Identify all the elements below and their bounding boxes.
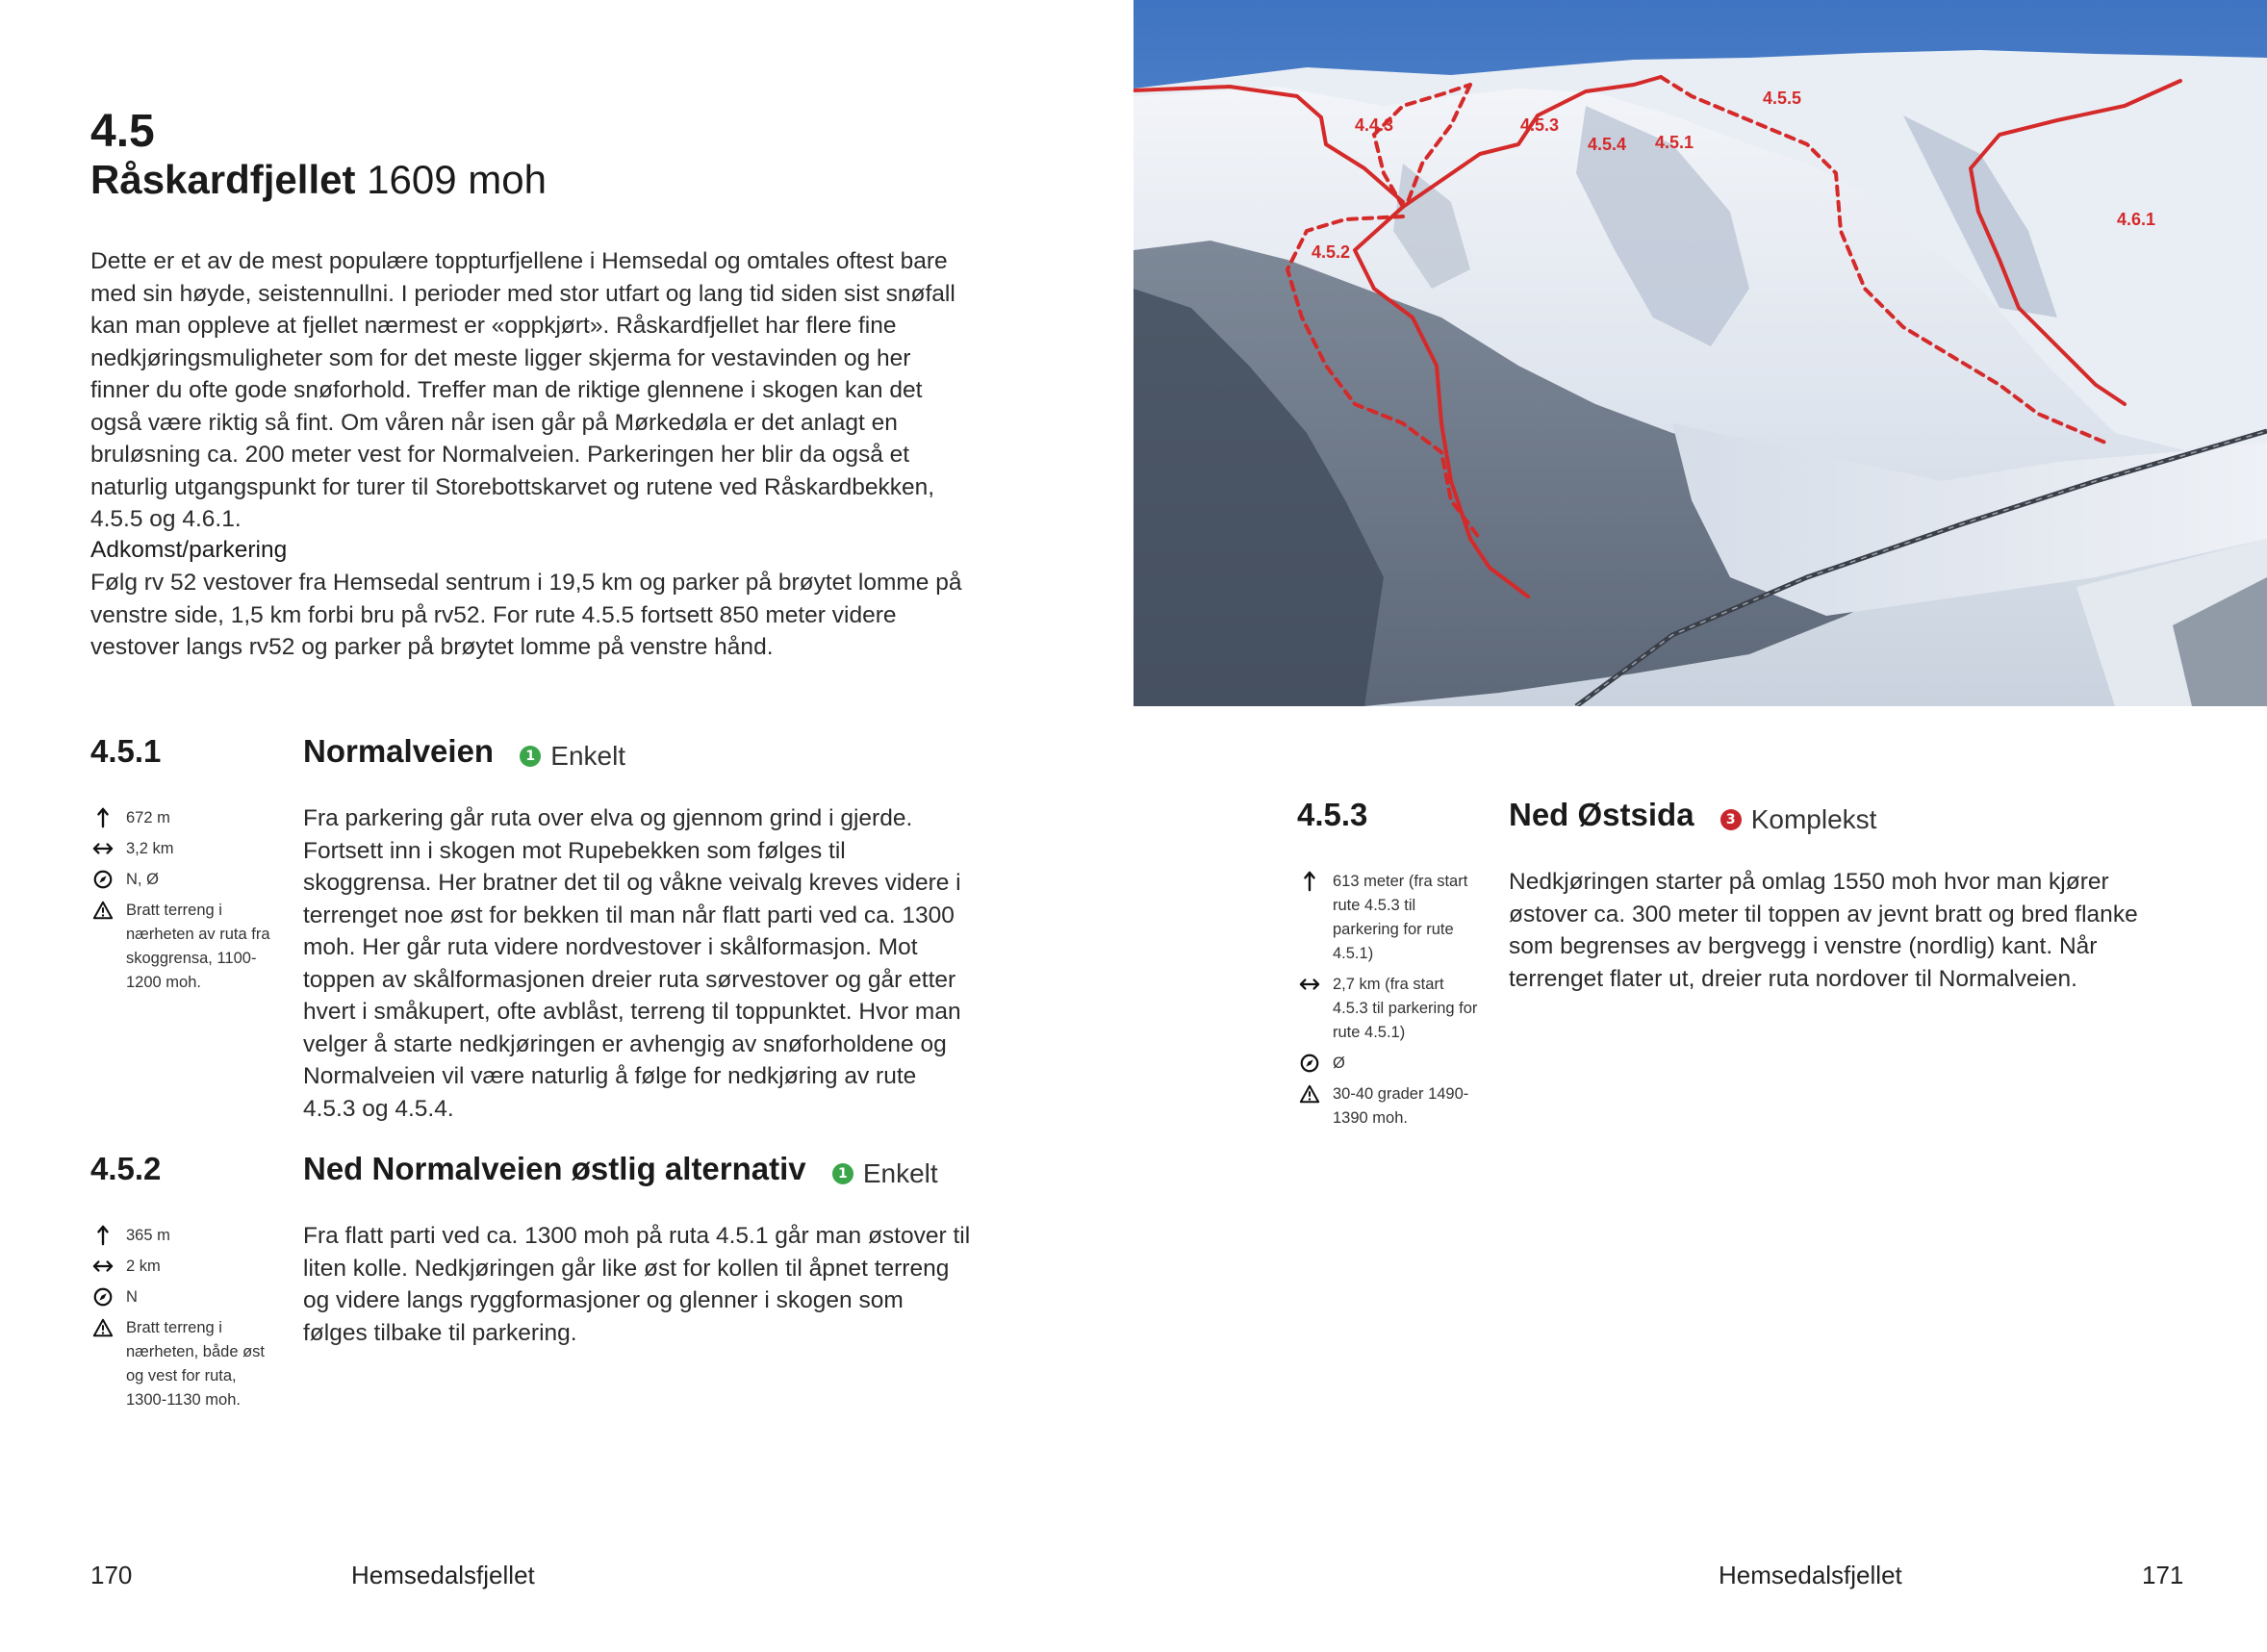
section-title-name: Råskardfjellet [90,157,356,202]
distance-icon [90,837,115,860]
route-title-text: Normalveien [303,733,495,769]
stat-distance [90,837,273,861]
photo-label: 4.6.1 [2117,210,2156,229]
route-title [1509,797,1876,835]
route-description: Fra parkering går ruta over elva og gjennom grind i gjerde. Fortsett inn i skogen mot Rupebekken som følges til skoggrensa. Her bratner det til og våkne veivalg kreves videre i terrenget noe øst for bekken til man når flatt parti ved ca. 1300 moh. Her går ruta videre nordvestover i skålformasjon. Mot toppen av skålformasjonen dreier ruta sørvestover og går etter hvert i småkupert, ofte avblåst, terreng til toppunktet. Hvor man velger å starte nedkjøringen er avhengig av snøforholdene og Normalveien vil være naturlig å følge for nedkjøring av rute 4.5.3 og 4.5.4. [303,805,961,1122]
stat-hazard [1297,1082,1480,1131]
access-heading: Adkomst/parkering [90,537,288,563]
section-title [90,158,547,202]
stat-value: Bratt terreng i nærheten, både øst og vest for ruta, 1300-1130 moh. [126,1319,266,1409]
difficulty-badge: 1 [520,746,541,767]
route-description: Fra flatt parti ved ca. 1300 moh på ruta 4.5.1 går man østover til liten kolle. Nedkjøringen går like øst for kollen til åpnet terreng og videre langs ryggformasjoner og glenner i skogen som følges tilbake til parkering. [303,1223,971,1346]
route-stats [1297,870,1480,1137]
stat-hazard [90,899,273,995]
distance-icon [90,1255,115,1278]
route-title [303,1151,938,1189]
route-title [303,733,625,772]
hazard-icon [1297,1082,1322,1106]
stat-value: 30-40 grader 1490-1390 moh. [1333,1085,1469,1127]
photo-label: 4.5.1 [1655,133,1694,152]
route-number: 4.5.1 [90,733,162,769]
difficulty-indicator [520,741,625,772]
stat-aspect [90,868,273,892]
route-number: 4.5.3 [1297,797,1368,832]
intro-paragraph: Dette er et av de mest populære toppturfjellene i Hemsedal og omtales oftest bare med sin høyde, seistennullni. I perioder med stor utfart og lang tid siden sist snøfall kan man oppleve at fjellet nærmest er «oppkjørt». Råskardfjellet har flere fine nedkjøringsmuligheter som for det meste ligger skjerma for vestavinden og her finner du ofte gode snøforhold. Treffer man de riktige glennene i skogen kan det også være riktig så fint. Om våren når isen går på Mørkedøla er det anlagt en bruløsning ca. 200 meter vest for Normalveien. Parkeringen her blir da også et naturlig utgangspunkt for turer til Storebottskarvet og rutene ved Råskardbekken, 4.5.5 og 4.6.1. [90,248,955,532]
stat-aspect [1297,1052,1480,1076]
stat-value: 613 meter (fra start rute 4.5.3 til parkering for rute 4.5.1) [1333,873,1468,962]
route-number: 4.5.2 [90,1151,162,1186]
hazard-icon [90,1316,115,1339]
stat-value: N [126,1288,138,1306]
stat-value: 365 m [126,1227,170,1244]
ascent-icon [90,1224,115,1247]
mountain-photo-illustration [1134,0,2267,706]
photo-label: 4.5.5 [1763,89,1802,108]
book-title: Hemsedalsfjellet [1719,1561,1902,1589]
photo-label: 4.4.3 [1355,115,1394,135]
stat-distance [90,1255,273,1279]
book-title: Hemsedalsfjellet [351,1561,535,1589]
route-title-text: Ned Østsida [1509,797,1694,832]
route-stats [90,1224,273,1419]
aspect-icon [90,1285,115,1309]
section-number: 4.5 [90,106,155,157]
photo-label: 4.5.3 [1520,115,1560,135]
section-title-height: 1609 moh [367,157,547,202]
stat-hazard [90,1316,273,1412]
route-photo [1134,0,2267,706]
route-stats [90,806,273,1002]
stat-value: N, Ø [126,871,159,888]
difficulty-label: Enkelt [862,1158,938,1188]
route-title-text: Ned Normalveien østlig alternativ [303,1151,806,1186]
difficulty-indicator [832,1158,938,1189]
stat-value: Bratt terreng i nærheten av ruta fra skoggrensa, 1100-1200 moh. [126,902,270,991]
photo-label: 4.5.4 [1588,135,1627,154]
stat-value: 3,2 km [126,840,174,857]
stat-value: 672 m [126,809,170,826]
page-number: 170 [90,1561,133,1589]
route-description: Nedkjøringen starter på omlag 1550 moh hvor man kjører østover ca. 300 meter til toppen av jevnt bratt og bred flanke som begrenses av bergvegg i venstre (nordlig) kant. Når terrenget flater ut, dreier ruta nordover til Normalveien. [1509,869,2138,992]
hazard-icon [90,899,115,922]
stat-ascent [90,806,273,830]
difficulty-label: Komplekst [1750,804,1877,834]
difficulty-badge: 3 [1720,809,1742,830]
stat-value: 2,7 km (fra start 4.5.3 til parkering for rute 4.5.1) [1333,976,1478,1041]
difficulty-label: Enkelt [550,741,626,771]
stat-value: 2 km [126,1258,161,1275]
ascent-icon [90,806,115,829]
stat-distance [1297,973,1480,1045]
distance-icon [1297,973,1322,996]
aspect-icon [90,868,115,891]
difficulty-indicator [1720,804,1877,835]
photo-label: 4.5.2 [1312,242,1351,262]
stat-ascent [90,1224,273,1248]
stat-aspect [90,1285,273,1309]
ascent-icon [1297,870,1322,893]
aspect-icon [1297,1052,1322,1075]
access-paragraph: Følg rv 52 vestover fra Hemsedal sentrum i 19,5 km og parker på brøytet lomme på venstre side, 1,5 km forbi bru på rv52. For rute 4.5.5 fortsett 850 meter videre vestover langs rv52 og parker på brøytet lomme på venstre hånd. [90,570,962,660]
stat-value: Ø [1333,1055,1345,1072]
stat-ascent [1297,870,1480,966]
difficulty-badge: 1 [832,1163,853,1184]
page-number: 171 [2142,1561,2184,1589]
